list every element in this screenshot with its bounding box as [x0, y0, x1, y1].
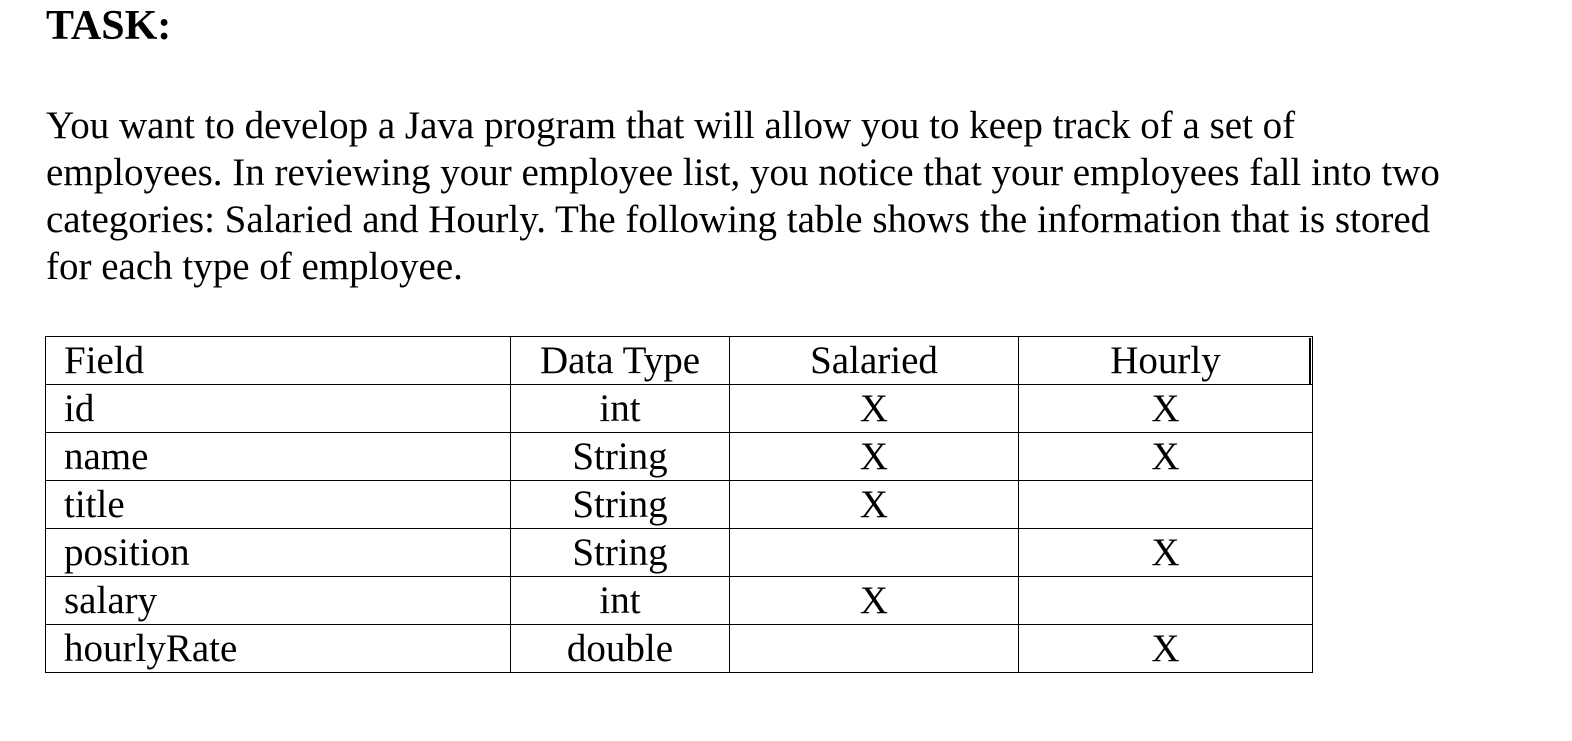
employee-fields-table: [45, 336, 1313, 673]
salaried-cell: [730, 625, 1019, 673]
hourly-cell: X: [1019, 433, 1313, 481]
data-type-cell: double: [511, 625, 730, 673]
intro-line: for each type of employee.: [46, 245, 463, 288]
table-row: [46, 529, 1313, 577]
hourly-cell: X: [1019, 625, 1313, 673]
intro-line: employees. In reviewing your employee list, you notice that your employees fall into two: [46, 151, 1440, 194]
field-cell: id: [46, 385, 511, 433]
hourly-cell: X: [1019, 385, 1313, 433]
data-type-cell: int: [511, 577, 730, 625]
intro-line: You want to develop a Java program that will allow you to keep track of a set of: [46, 104, 1296, 147]
salaried-cell: X: [730, 577, 1019, 625]
field-cell: title: [46, 481, 511, 529]
intro-line: categories: Salaried and Hourly. The following table shows the information that is stored: [46, 198, 1431, 241]
intro-paragraph: [46, 102, 1546, 290]
table-row: [46, 481, 1313, 529]
header-salaried: Salaried: [730, 337, 1019, 385]
field-cell: name: [46, 433, 511, 481]
data-type-cell: String: [511, 481, 730, 529]
hourly-cell: [1019, 577, 1313, 625]
data-type-cell: String: [511, 433, 730, 481]
field-cell: position: [46, 529, 511, 577]
hourly-cell: [1019, 481, 1313, 529]
salaried-cell: [730, 529, 1019, 577]
salaried-cell: X: [730, 385, 1019, 433]
task-heading: TASK:: [46, 3, 172, 49]
table-row: [46, 433, 1313, 481]
field-cell: salary: [46, 577, 511, 625]
data-type-cell: int: [511, 385, 730, 433]
header-hourly: Hourly: [1019, 337, 1313, 385]
salaried-cell: X: [730, 433, 1019, 481]
table-edge-mark: [1309, 338, 1311, 384]
table-row: [46, 577, 1313, 625]
header-field: Field: [46, 337, 511, 385]
field-cell: hourlyRate: [46, 625, 511, 673]
table-row: [46, 625, 1313, 673]
header-data-type: Data Type: [511, 337, 730, 385]
table-header-row: [46, 337, 1313, 385]
table-row: [46, 385, 1313, 433]
hourly-cell: X: [1019, 529, 1313, 577]
data-type-cell: String: [511, 529, 730, 577]
salaried-cell: X: [730, 481, 1019, 529]
